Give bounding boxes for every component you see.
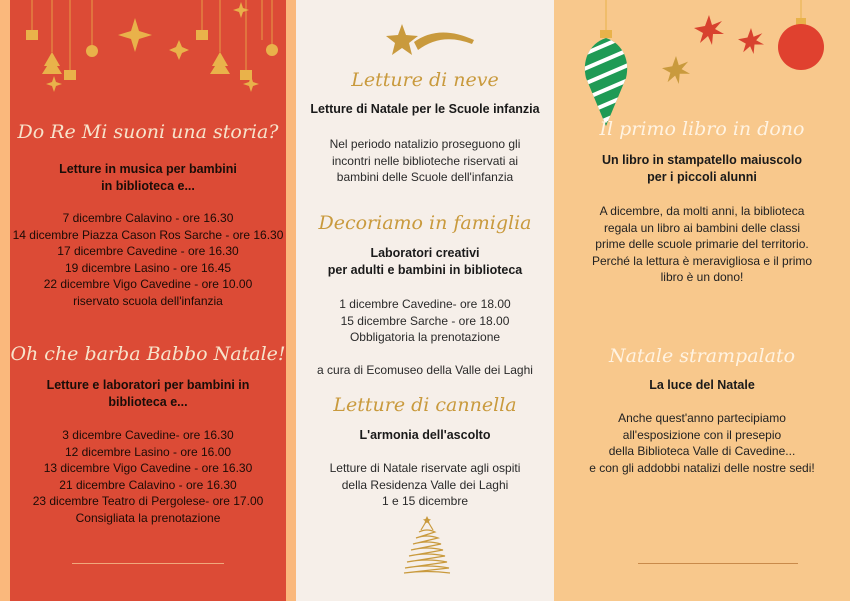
section-title-do-re-mi: Do Re Mi suoni una storia? xyxy=(17,121,279,143)
section-text-natale-strampalato: Anche quest'anno partecipiamo all'esposizione con il presepio della Biblioteca Valle di Cavedine... e con gli addobbi natalizi delle nostre sedi! xyxy=(589,411,815,475)
section-subtitle-babbo-natale: Letture e laboratori per bambini in biblioteca e... xyxy=(46,378,250,409)
hanging-ornaments-garland xyxy=(10,0,286,100)
section-subtitle-letture-di-neve: Letture di Natale per le Scuole infanzia xyxy=(310,102,540,116)
section-subtitle-cannella: L'armonia dell'ascolto xyxy=(359,428,491,442)
section-subtitle-natale-strampalato: La luce del Natale xyxy=(649,378,755,392)
section-note-decoriamo: a cura di Ecomuseo della Valle dei Laghi xyxy=(317,363,533,377)
star-icon xyxy=(694,15,724,45)
panel-left xyxy=(0,0,296,601)
red-ball-ornament-icon xyxy=(776,0,826,76)
section-subtitle-primo-libro: Un libro in stampatello maiuscolo per i piccoli alunni xyxy=(601,153,803,184)
section-title-primo-libro: Il primo libro in dono xyxy=(599,118,805,140)
section-subtitle-decoriamo: Laboratori creativi per adulti e bambini in biblioteca xyxy=(327,246,523,277)
section-title-cannella: Letture di cannella xyxy=(333,394,517,416)
christmas-tree-icon xyxy=(402,516,452,580)
star-icon xyxy=(662,56,690,84)
section-title-letture-di-neve: Letture di neve xyxy=(351,69,499,91)
section-text-cannella: Letture di Natale riservate agli ospiti della Residenza Valle dei Laghi 1 e 15 dicembre xyxy=(329,461,521,508)
star-icon xyxy=(738,28,764,54)
panel-center xyxy=(296,0,554,601)
section-text-letture-di-neve: Nel periodo natalizio proseguono gli incontri nelle biblioteche riservati ai bambini delle Scuole dell'infanzia xyxy=(329,137,521,184)
section-title-natale-strampalato: Natale strampalato xyxy=(608,345,796,367)
section-subtitle-do-re-mi: Letture in musica per bambini in biblioteca e... xyxy=(59,162,237,193)
section-title-decoriamo: Decoriamo in famiglia xyxy=(318,212,532,234)
striped-ornament-icon xyxy=(580,0,632,130)
red-panel xyxy=(10,0,286,601)
section-title-babbo-natale: Oh che barba Babbo Natale! xyxy=(10,343,286,365)
divider xyxy=(72,563,224,564)
event-list-do-re-mi: 7 dicembre Calavino - ore 16.30 14 dicembre Piazza Cason Ros Sarche - ore 16.30 17 dicembre Cavedine - ore 16.30 19 dicembre Lasino - ore 16.45 22 dicembre Vigo Cavedine - ore 10.00 riservato scuola dell'infanzia xyxy=(12,211,284,308)
section-text-primo-libro: A dicembre, da molti anni, la biblioteca regala un libro ai bambini delle classi prime delle scuole primarie del territorio. Perché la lettura è meravigliosa e il primo libro è un dono! xyxy=(591,204,813,284)
panel-right xyxy=(554,0,850,601)
divider xyxy=(638,563,798,564)
shooting-star-icon xyxy=(384,20,476,62)
event-list-decoriamo: 1 dicembre Cavedine- ore 18.00 15 dicembre Sarche - ore 18.00 Obbligatoria la prenotazione xyxy=(339,297,511,344)
event-list-babbo-natale: 3 dicembre Cavedine- ore 16.30 12 dicembre Lasino - ore 16.00 13 dicembre Vigo Cavedine - ore 16.30 21 dicembre Calavino - ore 16.30 23 dicembre Teatro di Pergolese- ore 17.00 Consigliata la prenotazione xyxy=(32,428,264,525)
